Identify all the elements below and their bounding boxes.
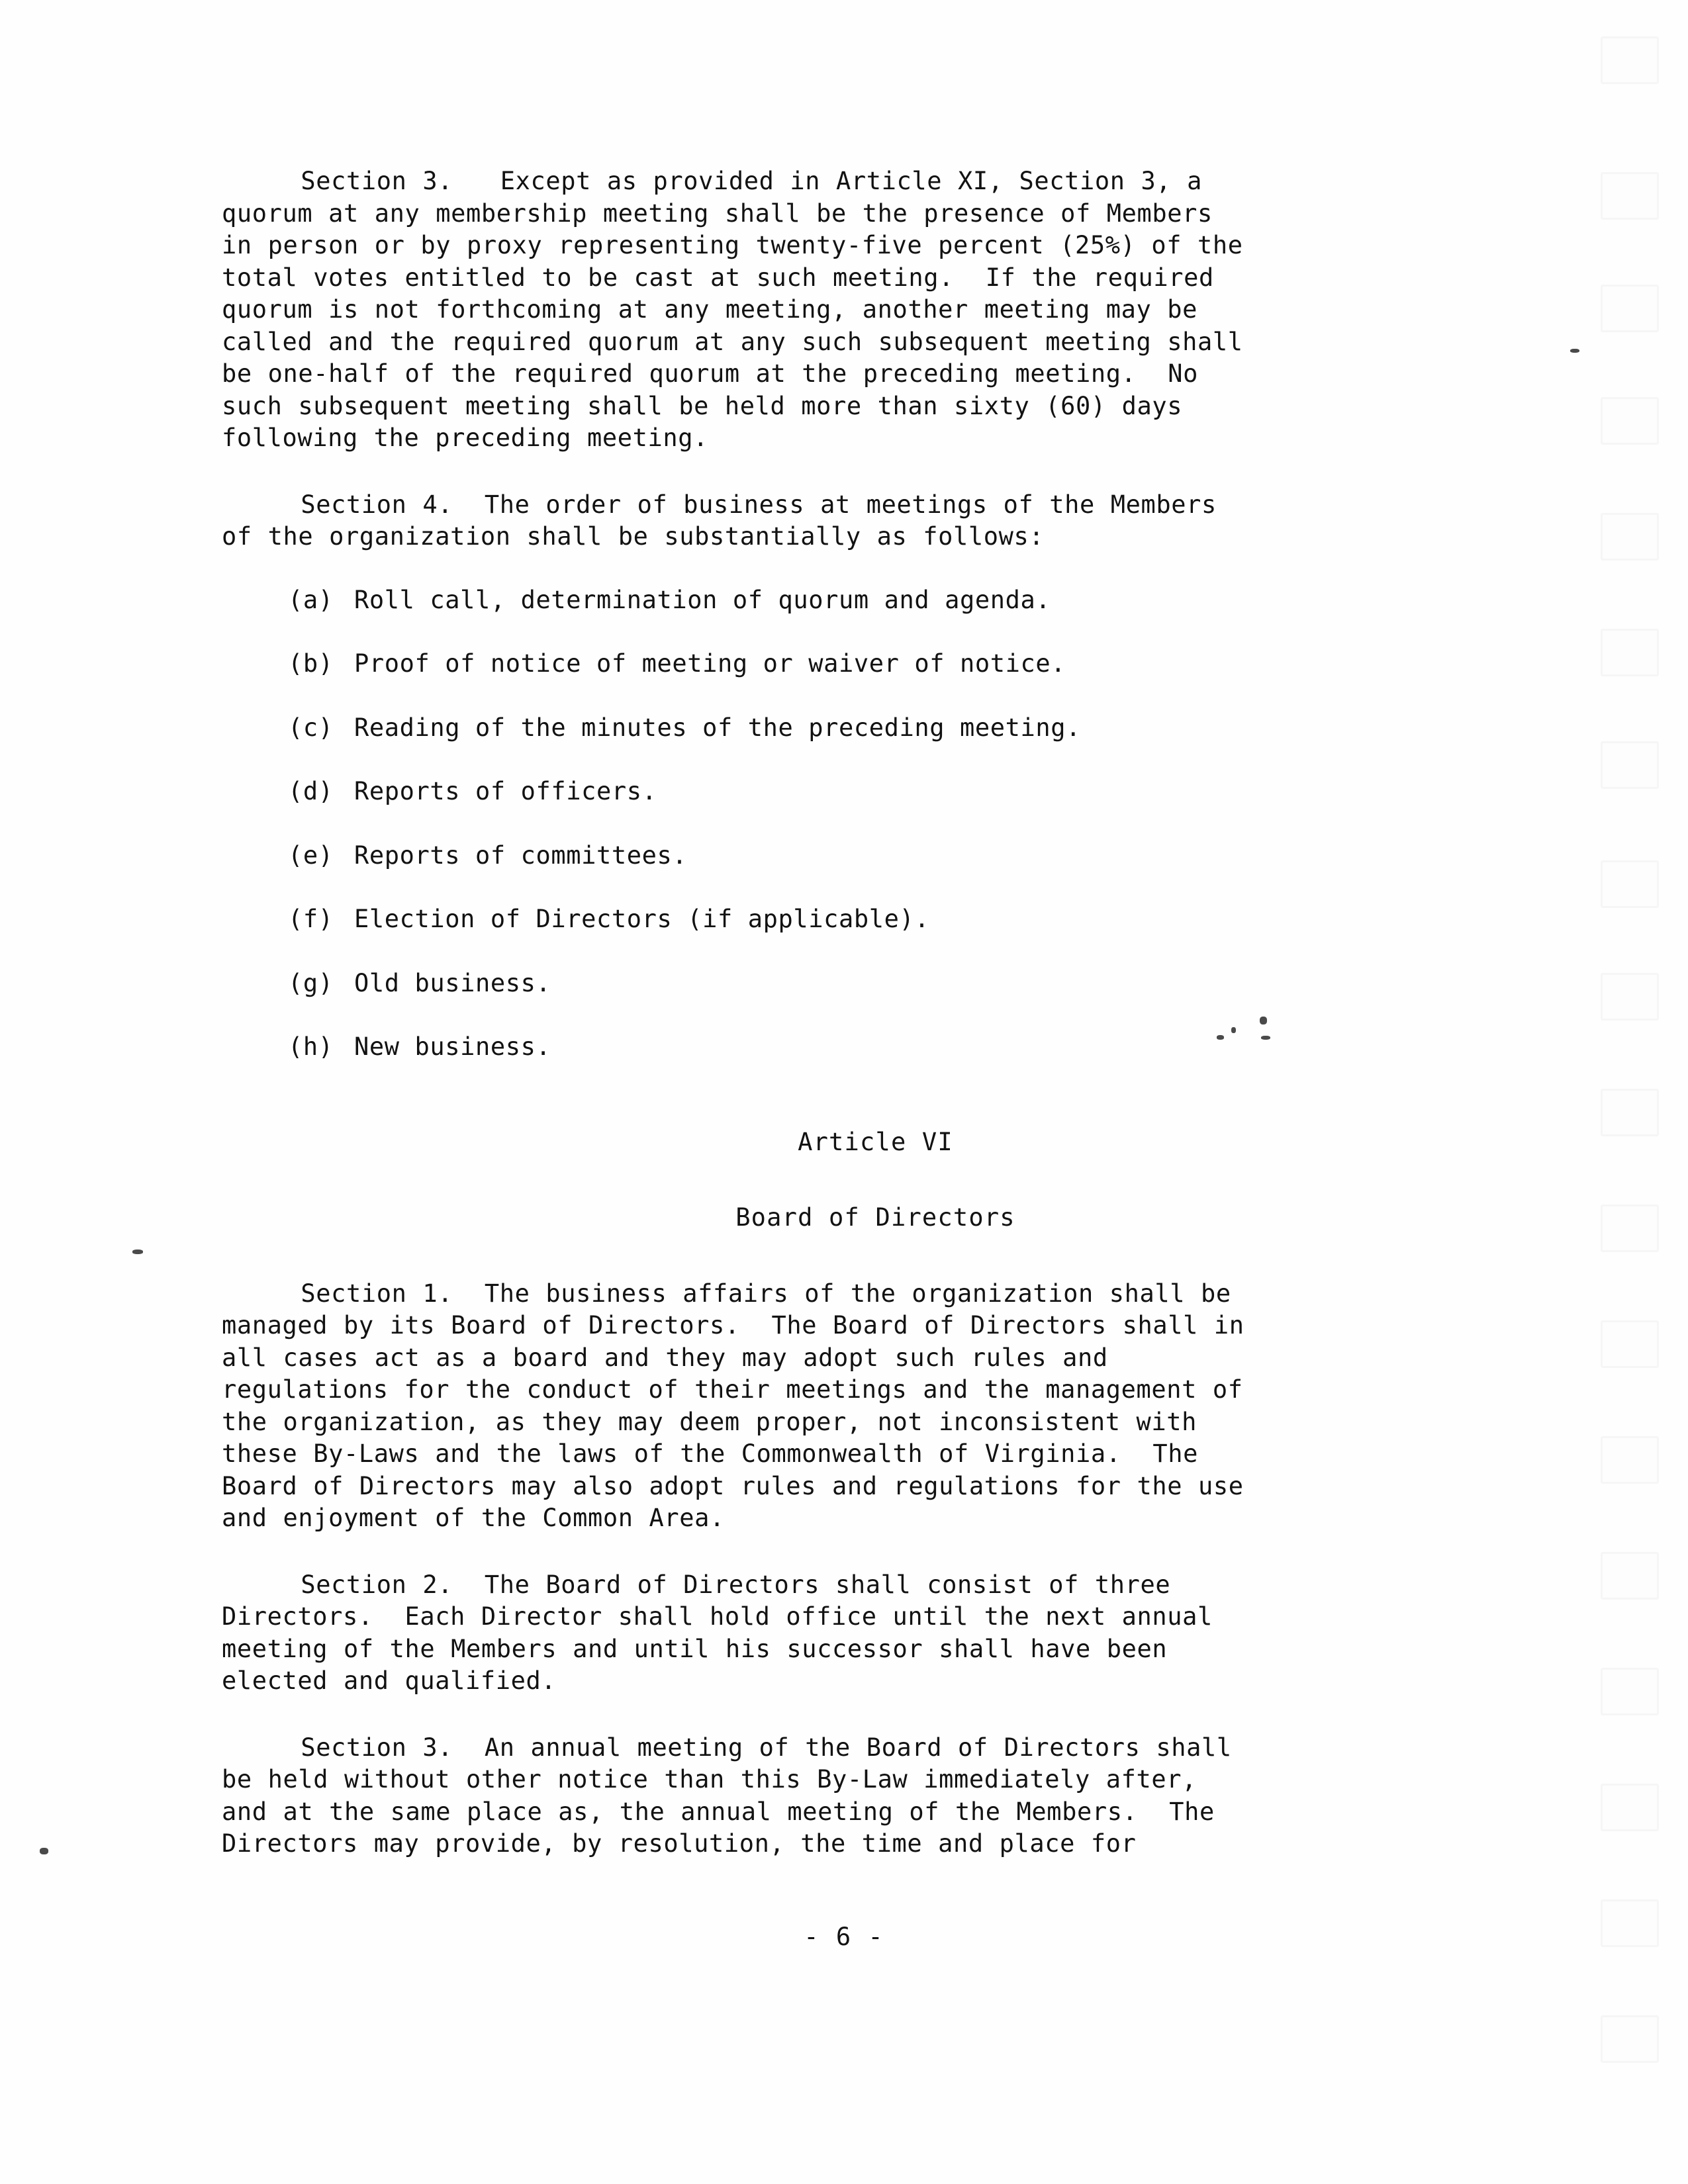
- text-line: the organization, as they may deem proper, not inconsistent with: [222, 1407, 1197, 1436]
- list-item-label: Old business.: [354, 968, 551, 997]
- text-line: Section 3. Except as provided in Article XI, Section 3, a: [222, 167, 1203, 195]
- list-item-marker: (f): [288, 905, 334, 933]
- text-line: managed by its Board of Directors. The Board of Directors shall in: [222, 1311, 1244, 1340]
- scan-artifact-mark: [1601, 1784, 1659, 1831]
- list-item: [222, 584, 1529, 617]
- text-line: and enjoyment of the Common Area.: [222, 1504, 725, 1532]
- text-line: elected and qualified.: [222, 1666, 557, 1695]
- scan-artifact-mark: [1601, 1552, 1659, 1600]
- text-line: all cases act as a board and they may adopt such rules and: [222, 1343, 1108, 1372]
- scan-artifact-mark: [1601, 1436, 1659, 1484]
- scan-artifact-mark: [1601, 973, 1659, 1021]
- list-item-marker: (g): [288, 968, 334, 997]
- paragraph-article-v-section-3: [222, 165, 1529, 455]
- paragraph-gap: [222, 455, 1529, 489]
- list-item-label: Proof of notice of meeting or waiver of notice.: [354, 649, 1066, 678]
- scan-artifact-mark: [1601, 860, 1659, 908]
- list-item: [222, 712, 1529, 745]
- heading-gap-mid: [222, 1158, 1529, 1202]
- scan-artifact-mark: [1601, 629, 1659, 676]
- paragraph-gap: [222, 1698, 1529, 1732]
- list-item: [222, 840, 1529, 872]
- list-item: [222, 968, 1529, 1000]
- scan-artifact-mark: [1601, 172, 1659, 220]
- scan-speck: [132, 1250, 143, 1254]
- list-gap: [222, 553, 1529, 584]
- scan-artifact-mark: [1601, 1668, 1659, 1715]
- list-item-marker: (d): [288, 777, 334, 805]
- scan-artifact-column: [1589, 0, 1688, 2184]
- scan-artifact-mark: [1601, 513, 1659, 561]
- page-body: [222, 165, 1529, 1860]
- scan-artifact-mark: [1601, 2015, 1659, 2063]
- list-item-marker: (h): [288, 1032, 334, 1061]
- scan-artifact-mark: [1601, 1205, 1659, 1252]
- heading-gap-bottom: [222, 1234, 1529, 1278]
- text-line: quorum is not forthcoming at any meeting, another meeting may be: [222, 295, 1198, 324]
- text-line: meeting of the Members and until his successor shall have been: [222, 1634, 1168, 1663]
- article-heading: Article VI: [798, 1127, 953, 1156]
- paragraph-article-vi-section-3: [222, 1732, 1529, 1860]
- page-number: - 6 -: [804, 1923, 884, 1951]
- text-line: total votes entitled to be cast at such meeting. If the required: [222, 263, 1214, 292]
- list-item-label: Reports of officers.: [354, 777, 657, 805]
- list-item-marker: (e): [288, 841, 334, 870]
- text-line: Board of Directors may also adopt rules and regulations for the use: [222, 1471, 1244, 1500]
- list-item-label: Roll call, determination of quorum and agenda.: [354, 585, 1051, 614]
- list-item-label: Reports of committees.: [354, 841, 688, 870]
- text-line: and at the same place as, the annual meeting of the Members. The: [222, 1797, 1215, 1826]
- paragraph-article-vi-section-2: [222, 1569, 1529, 1698]
- heading-gap-top: [222, 1095, 1529, 1126]
- list-item-marker: (c): [288, 713, 334, 742]
- list-item-label: Reading of the minutes of the preceding meeting.: [354, 713, 1082, 742]
- text-line: these By-Laws and the laws of the Commonwealth of Virginia. The: [222, 1439, 1199, 1468]
- text-line: Section 4. The order of business at meetings of the Members: [222, 490, 1217, 519]
- paragraph-gap: [222, 1535, 1529, 1569]
- list-item: [222, 776, 1529, 808]
- list-item-label: Election of Directors (if applicable).: [354, 905, 930, 933]
- text-line: regulations for the conduct of their meetings and the management of: [222, 1375, 1243, 1404]
- scan-artifact-mark: [1601, 1089, 1659, 1136]
- text-line: in person or by proxy representing twenty-five percent (25%) of the: [222, 231, 1243, 259]
- text-line: quorum at any membership meeting shall be the presence of Members: [222, 199, 1213, 228]
- text-line: Section 1. The business affairs of the organization shall be: [222, 1279, 1231, 1308]
- list-item-label: New business.: [354, 1032, 551, 1061]
- scan-artifact-mark: [1601, 285, 1659, 332]
- scan-speck: [40, 1848, 48, 1854]
- text-line: be one-half of the required quorum at the preceding meeting. No: [222, 359, 1199, 388]
- text-line: be held without other notice than this By-Law immediately after,: [222, 1765, 1197, 1794]
- list-item: [222, 903, 1529, 936]
- paragraph-article-v-section-4: [222, 489, 1529, 553]
- text-line: of the organization shall be substantially as follows:: [222, 522, 1045, 551]
- text-line: Section 3. An annual meeting of the Board of Directors shall: [222, 1733, 1232, 1762]
- text-line: Directors. Each Director shall hold office until the next annual: [222, 1602, 1213, 1631]
- text-line: such subsequent meeting shall be held more than sixty (60) days: [222, 391, 1183, 420]
- scan-speck: [1570, 349, 1579, 353]
- paragraph-article-vi-section-1: [222, 1278, 1529, 1535]
- scan-artifact-mark: [1601, 397, 1659, 445]
- list-item: [222, 648, 1529, 680]
- order-of-business-list: [222, 584, 1529, 1064]
- article-subheading: Board of Directors: [735, 1203, 1015, 1232]
- list-item-marker: (a): [288, 585, 334, 614]
- scan-artifact-mark: [1601, 1320, 1659, 1368]
- text-line: following the preceding meeting.: [222, 424, 709, 452]
- list-item: [222, 1031, 1529, 1064]
- text-line: Section 2. The Board of Directors shall consist of three: [222, 1570, 1171, 1599]
- scan-artifact-mark: [1601, 36, 1659, 84]
- list-item-marker: (b): [288, 649, 334, 678]
- scan-artifact-mark: [1601, 741, 1659, 789]
- text-line: Directors may provide, by resolution, the time and place for: [222, 1829, 1137, 1858]
- text-line: called and the required quorum at any such subsequent meeting shall: [222, 327, 1243, 356]
